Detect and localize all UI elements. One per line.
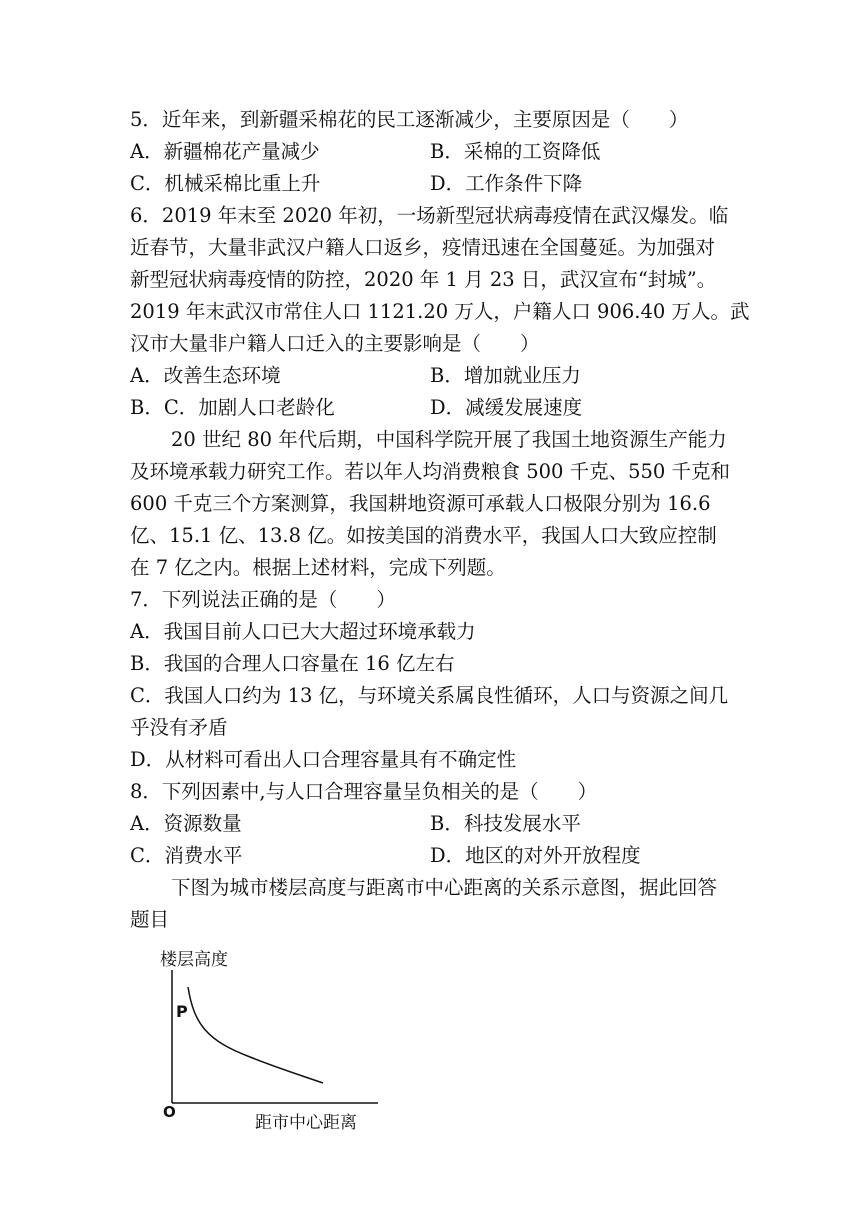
- q8-option-a: A．资源数量: [130, 812, 242, 835]
- q5-option-b: B．采棉的工资降低: [430, 140, 601, 163]
- q8-stem: 8．下列因素中,与人口合理容量呈负相关的是（ ）: [130, 780, 598, 803]
- q7-option-b: B．我国的合理人口容量在 16 亿左右: [130, 652, 455, 675]
- floor-height-diagram: [150, 945, 390, 1135]
- q6-options-cd: [130, 395, 583, 421]
- figure-intro-line-2: 题目: [130, 908, 170, 931]
- q8-option-b: B．科技发展水平: [430, 812, 581, 835]
- y-axis-label: 楼层高度: [160, 950, 228, 970]
- q6-stem-line-2: 近春节，大量非武汉户籍人口返乡，疫情迅速在全国蔓延。为加强对: [130, 236, 716, 259]
- q5-stem: 5．近年来，到新疆采棉花的民工逐渐减少，主要原因是（ ）: [130, 108, 689, 131]
- q7-stem: 7．下列说法正确的是（ ）: [130, 588, 396, 611]
- q6-stem-line-1: 6．2019 年末至 2020 年初，一场新型冠状病毒疫情在武汉爆发。临: [130, 204, 729, 227]
- material-line-1: 20 世纪 80 年代后期，中国科学院开展了我国土地资源生产能力: [171, 428, 727, 451]
- q5-options-ab: [130, 139, 601, 165]
- material-line-2: 及环境承载力研究工作。若以年人均消费粮食 500 千克、550 千克和: [130, 460, 731, 483]
- q5-option-d: D．工作条件下降: [430, 172, 583, 195]
- point-p-label: P: [176, 1002, 188, 1021]
- origin-label: O: [163, 1103, 176, 1121]
- material-line-3: 600 千克三个方案测算，我国耕地资源可承载人口极限分别为 16.6: [130, 492, 711, 515]
- q8-options-cd: [130, 843, 641, 869]
- q6-options-ab: [130, 363, 581, 389]
- q5-option-a: A．新疆棉花产量减少: [130, 140, 320, 163]
- q6-stem-line-4: 2019 年末武汉市常住人口 1121.20 万人，户籍人口 906.40 万人。武: [130, 300, 750, 323]
- q8-options-ab: [130, 811, 581, 837]
- q8-option-d: D．地区的对外开放程度: [430, 844, 641, 867]
- q8-option-c: C．消费水平: [130, 844, 243, 867]
- q5-options-cd: [130, 171, 583, 197]
- q6-stem-line-3: 新型冠状病毒疫情的防控，2020 年 1 月 23 日，武汉宣布“封城”。: [130, 268, 717, 291]
- height-curve: [188, 987, 323, 1083]
- q6-option-b: B．增加就业压力: [430, 364, 581, 387]
- q7-option-c-line-2: 乎没有矛盾: [130, 716, 228, 739]
- x-axis-label: 距市中心距离: [255, 1113, 357, 1133]
- q6-option-a: A．改善生态环境: [130, 364, 281, 387]
- q7-option-c-line-1: C．我国人口约为 13 亿，与环境关系属良性循环，人口与资源之间几: [130, 684, 729, 707]
- q6-stem-line-5: 汉市大量非户籍人口迁入的主要影响是（ ）: [130, 332, 540, 355]
- q6-option-c: B．C．加剧人口老龄化: [130, 396, 335, 419]
- q7-option-d: D．从材料可看出人口合理容量具有不确定性: [130, 748, 517, 771]
- material-line-4: 亿、15.1 亿、13.8 亿。如按美国的消费水平，我国人口大致应控制: [130, 524, 717, 547]
- q5-option-c: C．机械采棉比重上升: [130, 172, 321, 195]
- q7-option-a: A．我国目前人口已大大超过环境承载力: [130, 620, 476, 643]
- material-line-5: 在 7 亿之内。根据上述材料，完成下列题。: [130, 556, 506, 579]
- q6-option-d: D．减缓发展速度: [430, 396, 583, 419]
- figure-intro-line-1: 下图为城市楼层高度与距离市中心距离的关系示意图，据此回答: [171, 876, 718, 899]
